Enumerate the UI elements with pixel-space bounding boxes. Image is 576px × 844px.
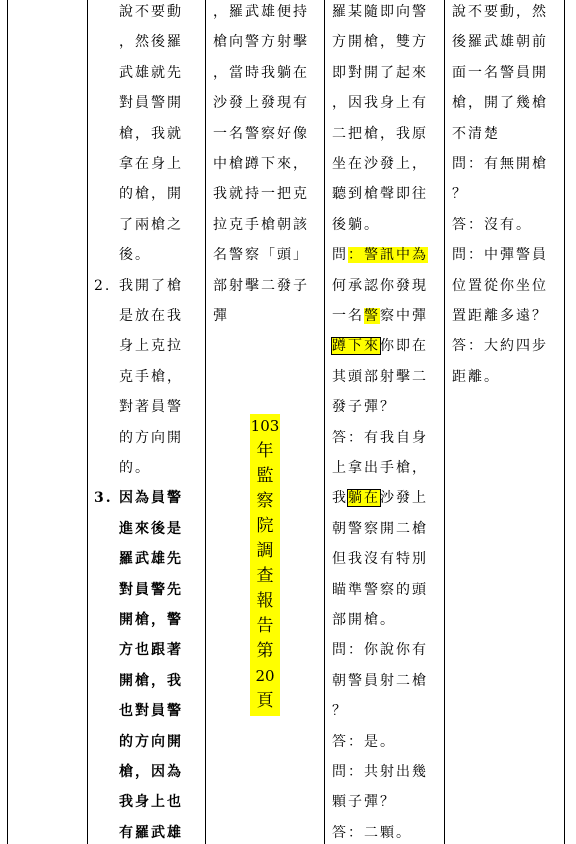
text-line: ？ — [452, 186, 468, 203]
text-line: 後。 — [119, 247, 151, 264]
text-span: 即對開了起來 — [332, 64, 428, 81]
text-line: 武雄就先 — [119, 64, 183, 81]
text-span: 聽到槍聲即往 — [332, 186, 428, 203]
text-line — [332, 399, 396, 415]
text-line: 問：中彈警員 — [452, 247, 548, 264]
text-line: 答：大約四步 — [452, 338, 548, 355]
text-line: 因為員警 — [119, 490, 183, 507]
text-line — [332, 460, 428, 476]
text-span: 沙發上 — [380, 490, 428, 507]
text-line: 沙發上發現有 — [213, 95, 309, 112]
stamp-char: 告 — [256, 616, 274, 636]
text-line: 了兩槍之 — [119, 216, 183, 233]
text-line — [332, 4, 428, 20]
stamp-char: 第 — [256, 641, 274, 661]
text-line: 一名警察好像 — [213, 125, 309, 142]
text-line: 距離。 — [452, 368, 500, 385]
stamp-char: 查 — [256, 566, 274, 586]
highlighted-text: 蹲下來 — [332, 338, 380, 355]
highlighted-text: 警 — [364, 308, 380, 324]
text-line: 開槍，我 — [119, 672, 183, 689]
text-span: ，因我身上有 — [332, 95, 428, 112]
text-line — [332, 764, 428, 780]
text-line: 面一名警員開 — [452, 64, 548, 81]
text-line — [332, 582, 428, 598]
text-line: 置距離多遠？ — [452, 308, 548, 324]
text-line: 後羅武雄朝前 — [452, 34, 548, 51]
text-line — [332, 156, 428, 172]
text-line: 不清楚 — [452, 125, 500, 142]
text-line — [332, 825, 412, 841]
text-span: 朝警察開二槍 — [332, 520, 428, 537]
highlighted-text: ：警訊中為 — [348, 247, 428, 264]
text-line: 的槍，開 — [119, 186, 183, 203]
text-line: 說不要動，然 — [452, 4, 548, 20]
text-line — [332, 369, 428, 385]
text-line — [332, 308, 428, 324]
text-span: 坐在沙發上， — [332, 156, 428, 172]
text-line: 我身上也 — [119, 794, 183, 811]
text-line — [332, 34, 428, 50]
text-span: 後躺。 — [332, 216, 380, 233]
text-line: 我就持一把克 — [213, 186, 309, 203]
text-line: ，羅武雄便持 — [213, 4, 309, 20]
text-span: 羅某隨即向警 — [332, 4, 428, 20]
table-border-2 — [205, 0, 206, 844]
stamp-char: 20 — [255, 667, 275, 685]
text-line: 方也跟著 — [119, 642, 183, 659]
table-border-1 — [87, 0, 88, 844]
text-line — [332, 734, 396, 750]
text-line: ，當時我躺在 — [213, 64, 309, 81]
text-line: 進來後是 — [119, 520, 183, 537]
table-border-left — [7, 0, 8, 844]
text-span: 朝警員射二槍 — [332, 672, 428, 689]
text-span: 發子彈？ — [332, 399, 396, 416]
text-line: 名警察「頭」 — [213, 247, 309, 264]
text-line: 克手槍， — [119, 368, 183, 385]
text-line: 的。 — [119, 460, 151, 476]
text-span: 部開槍。 — [332, 612, 396, 628]
text-line: 對著員警 — [119, 399, 183, 416]
list-number: 2. — [94, 277, 112, 294]
text-line: 中槍蹲下來， — [213, 156, 309, 172]
text-span: 問：你說你有 — [332, 642, 428, 659]
stamp-char: 院 — [256, 516, 274, 536]
text-span: 瞄準警察的頭 — [332, 581, 428, 598]
text-line — [332, 794, 396, 810]
text-line — [332, 126, 428, 142]
text-span: 答：有我自身 — [332, 429, 428, 446]
text-line: 對員警先 — [119, 581, 183, 598]
text-line — [332, 612, 396, 628]
text-span: 問 — [332, 247, 348, 264]
text-line — [332, 642, 428, 658]
text-line: 部射擊二發子 — [213, 277, 309, 294]
text-line: 有羅武雄 — [119, 824, 183, 841]
text-line: 彈 — [213, 308, 229, 324]
text-line: 說不要動 — [119, 4, 183, 20]
text-line — [332, 551, 428, 567]
text-span: 問：共射出幾 — [332, 764, 428, 780]
text-span: 答：二顆。 — [332, 824, 412, 841]
text-line — [332, 703, 348, 719]
text-line: 的方向開 — [119, 429, 183, 446]
text-span: 何承認你發現 — [332, 277, 428, 294]
text-line — [332, 278, 428, 294]
text-line: 羅武雄先 — [119, 551, 183, 568]
text-line — [332, 65, 428, 81]
stamp-char: 報 — [256, 591, 274, 611]
stamp-char: 年 — [256, 441, 274, 461]
text-line: ，然後羅 — [119, 34, 183, 51]
text-line: 位置從你坐位 — [452, 277, 548, 294]
table-border-4 — [444, 0, 445, 844]
text-span: 二把槍，我原 — [332, 125, 428, 142]
text-line — [332, 247, 428, 263]
stamp-char: 調 — [256, 541, 274, 561]
text-line — [332, 490, 428, 506]
stamp-char: 103 — [250, 417, 280, 435]
text-span: 一名 — [332, 308, 364, 324]
text-line: 問：有無開槍 — [452, 156, 548, 172]
text-line: 答：沒有。 — [452, 216, 532, 233]
text-line: 開槍，警 — [119, 612, 183, 628]
text-line — [332, 521, 428, 537]
text-line: 拿在身上 — [119, 156, 183, 172]
table-border-3 — [324, 0, 325, 844]
text-line: 槍，我就 — [119, 125, 183, 142]
text-span: 答：是。 — [332, 733, 396, 750]
text-line: 槍向警方射擊 — [213, 34, 309, 51]
watermark-stamp — [250, 414, 280, 716]
table-border-right — [564, 0, 565, 844]
text-span: 上拿出手槍， — [332, 460, 428, 476]
text-line — [332, 217, 380, 233]
text-line: 槍，因為 — [119, 764, 183, 780]
text-span: 顆子彈？ — [332, 794, 396, 811]
text-line: 對員警開 — [119, 95, 183, 112]
text-line: 也對員警 — [119, 703, 183, 720]
text-span: 其頭部射擊二 — [332, 368, 428, 385]
stamp-char: 監 — [256, 466, 274, 486]
text-span: 察中彈 — [380, 308, 428, 324]
text-line: 我開了槍 — [119, 277, 183, 294]
text-span: 但我沒有特別 — [332, 551, 428, 568]
stamp-char: 察 — [256, 491, 274, 511]
text-line: 是放在我 — [119, 308, 183, 324]
text-line: 身上克拉 — [119, 338, 183, 355]
text-line: 槍，開了幾槍 — [452, 95, 548, 112]
text-span: 我 — [332, 490, 348, 507]
text-line: 拉克手槍朝該 — [213, 216, 309, 233]
text-span: 你即在 — [380, 338, 428, 355]
text-line — [332, 430, 428, 446]
text-line: 的方向開 — [119, 733, 183, 750]
text-span: ？ — [332, 703, 348, 720]
stamp-char: 頁 — [256, 691, 274, 711]
text-line — [332, 673, 428, 689]
highlighted-text: 躺在 — [348, 490, 380, 507]
text-line — [332, 186, 428, 202]
list-number: 3. — [94, 490, 113, 507]
text-span: 方開槍，雙方 — [332, 34, 428, 51]
text-line — [332, 338, 428, 354]
text-line — [332, 95, 428, 111]
